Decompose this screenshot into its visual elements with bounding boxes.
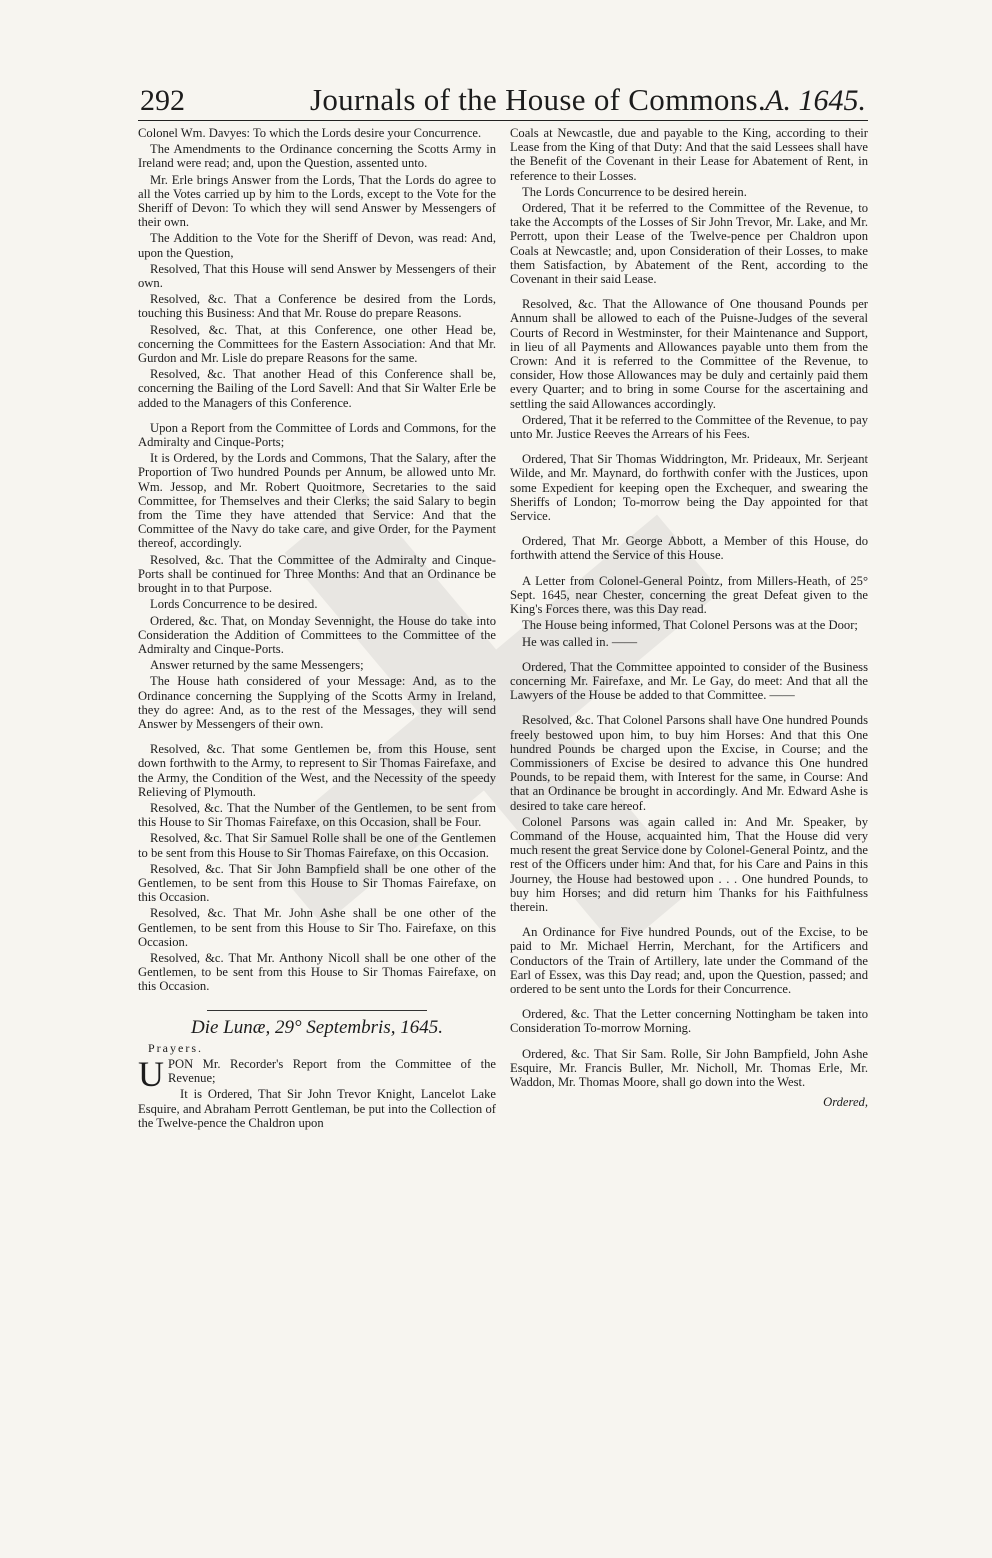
left-column — [138, 126, 496, 1132]
paragraph: Ordered, That Mr. George Abbott, a Member of this House, do forthwith attend the Service of this House. — [510, 534, 868, 563]
paragraph: Resolved, &c. That another Head of this Conference shall be, concerning the Bailing of the Lord Savell: And that Sir Walter Erle be added to the Managers of this Conference. — [138, 367, 496, 410]
paragraph: The House being informed, That Colonel Persons was at the Door; — [522, 618, 858, 633]
paragraph: Ordered, That it be referred to the Committee of the Revenue, to pay unto Mr. Justice Reeves the Arrears of his Fees. — [510, 412, 868, 442]
paragraph: Resolved, &c. That Colonel Parsons shall have One hundred Pounds freely bestowed upon him, to buy him Horses: And that this One hundred Pounds be charged upon the Excise, in Course; and the Commissioners of Excise be desired to advance this One hundred Pounds, to be repaid them, with Interest for the same, in Course: And that an Ordinance be brought in accordingly. And Mr. Edward Ashe is desired to take care hereof. — [510, 713, 868, 813]
right-column — [510, 126, 868, 1109]
paragraph: Ordered, That the Committee appointed to consider of the Business concerning Mr. Fairefaxe, and Mr. Le Gay, do meet: And that all the Lawyers of the House be added to that Committee. —— — [510, 659, 868, 703]
prayers-heading: Prayers. — [148, 1040, 203, 1055]
page-year: A. 1645. — [765, 84, 866, 117]
paragraph: Resolved, That this House will send Answer by Messengers of their own. — [138, 261, 496, 291]
paragraph: A Letter from Colonel-General Pointz, from Millers-Heath, of 25° Sept. 1645, near Chester, concerning the great Defeat given to the King's Forces there, was this Day read. — [510, 573, 868, 617]
paragraph: Resolved, &c. That Sir Samuel Rolle shall be one of the Gentlemen to be sent from this House to Sir Thomas Fairefaxe, on this Occasion. — [138, 831, 496, 860]
paragraph: Resolved, &c. That the Number of the Gentlemen, to be sent from this House to Sir Thomas Fairefaxe, on this Occasion, shall be Four. — [138, 800, 496, 830]
paragraph: Ordered, &c. That, on Monday Sevennight, the House do take into Consideration the Addition of Committees to the Committee of the Admiralty and Cinque-Ports. — [138, 613, 496, 656]
paragraph: The Lords Concurrence to be desired herein. — [522, 184, 747, 199]
paragraph: He was called in. —— — [522, 634, 638, 649]
page-number: 292 — [140, 84, 185, 117]
paragraph: Colonel Parsons was again called in: And Mr. Speaker, by Command of the House, acquainted him, That the House did very much resent the great Service done by Colonel-General Pointz, and the rest of the Officers under him: And that, for his Care and Pains in this Journey, the House had bestowed upon . . . One hundred Pounds, to buy him Horses; and did return him Thanks for his Faithfulness therein. — [510, 814, 868, 914]
paragraph: It is Ordered, That Sir John Trevor Knight, Lancelot Lake Esquire, and Abraham Perrott Gentleman, be put into the Collection of the Twelve-pence the Chaldron upon — [138, 1087, 496, 1130]
paragraph: The Amendments to the Ordinance concerning the Scotts Army in Ireland were read; and, upon the Question, assented unto. — [138, 142, 496, 171]
paragraph: Upon a Report from the Committee of Lords and Commons, for the Admiralty and Cinque-Ports; — [138, 420, 496, 450]
paragraph: An Ordinance for Five hundred Pounds, out of the Excise, to be paid to Mr. Michael Herrin, Merchant, for the Artificers and Conductors of the Train of Artillery, late under the Command of the Earl of Essex, was this Day read; and, upon the Question, passed; and ordered to be sent unto the Lords for their Concurrence. — [510, 925, 868, 996]
paragraph: Resolved, &c. That the Allowance of One thousand Pounds per Annum shall be allowed to each of the Puisne-Judges of the several Courts of Record in Westminster, for their Maintenance and Support, in lieu of all Payments and Allowances payable unto them from the Crown: And it is referred to the Committee of the Revenue, to consider, How those Allowances may be duly and certainly paid them every Quarter; and to bring in some Course for the ascertaining and settling the said Allowances accordingly. — [510, 297, 868, 411]
page-header — [138, 78, 868, 121]
paragraph: Resolved, &c. That Mr. Anthony Nicoll shall be one other of the Gentlemen, to be sent from this House to Sir Thomas Fairefaxe, on this Occasion. — [138, 950, 496, 994]
paragraph: Resolved, &c. That Sir John Bampfield shall be one other of the Gentlemen, to be sent from this House to Sir Thomas Fairefaxe, on this Occasion. — [138, 861, 496, 905]
paragraph: Ordered, That Sir Thomas Widdrington, Mr. Prideaux, Mr. Serjeant Wilde, and Mr. Maynard, do forthwith confer with the Justices, upon some Expedient for keeping open the Exchequer, and swearing the Sheriffs of London; To-morrow being the Day appointed for that Service. — [510, 452, 868, 524]
paragraph: Ordered, &c. That the Letter concerning Nottingham be taken into Consideration To-morrow Morning. — [510, 1007, 868, 1036]
paragraph: Colonel Wm. Davyes: To which the Lords desire your Concurrence. — [138, 126, 482, 140]
drop-cap: U — [138, 1053, 164, 1094]
paragraph-text: PON Mr. Recorder's Report from the Committee of the Revenue; — [168, 1056, 496, 1086]
paragraph: Resolved, &c. That, at this Conference, one other Head be, concerning the Committees for the Eastern Association: And that Mr. Gurdon and Mr. Lisle do prepare Reasons for the same. — [138, 322, 496, 366]
date-heading: Die Lunæ, 29° Septembris, 1645. — [191, 1016, 443, 1038]
paragraph: Resolved, &c. That Mr. John Ashe shall be one other of the Gentlemen, to be sent from this House to Sir Tho. Fairefaxe, on this Occasion. — [138, 906, 496, 949]
paragraph: Answer returned by the same Messengers; — [150, 658, 364, 673]
page-title: Journals of the House of Commons. — [310, 82, 766, 117]
paragraph: Ordered, That it be referred to the Committee of the Revenue, to take the Accompts of the Losses of Sir John Trevor, Mr. Lake, and Mr. Perrott, upon their Lease of the Twelve-pence per Chaldron upon Coals at Newcastle; and, upon Consideration of their Losses, to make them Satisfaction, by Abatement of the Rent, according to the Covenant in their said Lease. — [510, 201, 868, 287]
paragraph: Lords Concurrence to be desired. — [150, 597, 318, 612]
paragraph: It is Ordered, by the Lords and Commons, That the Salary, after the Proportion of Two hundred Pounds per Annum, be allowed unto Mr. Wm. Jessop, and Mr. Robert Quoitmore, Secretaries to the said Committee, for Themselves and their Clerks; the said Salary to begin from the Time they have attended that Service: And that the Committee of the Navy do take care, and give Order, for the Payment thereof, accordingly. — [138, 451, 496, 551]
paragraph: The House hath considered of your Message: And, as to the Ordinance concerning the Supplying of the Scotts Army in Ireland, they do agree: And, as to the rest of the Messages, they will send Answer by Messengers of their own. — [138, 674, 496, 731]
paragraph: Resolved, &c. That the Committee of the Admiralty and Cinque-Ports shall be continued for Three Months: And that an Ordinance be brought in to that Purpose. — [138, 552, 496, 596]
paragraph: Ordered, &c. That Sir Sam. Rolle, Sir John Bampfield, John Ashe Esquire, Mr. Francis Buller, Mr. Nicholl, Mr. Thomas Erle, Mr. Waddon, Mr. Thomas Moore, shall go down into the West. — [510, 1046, 868, 1089]
paragraph: The Addition to the Vote for the Sheriff of Devon, was read: And, upon the Question, — [138, 231, 496, 260]
paragraph: Coals at Newcastle, due and payable to the King, according to their Lease from the King of that Duty: And that the said Lessees shall have the Benefit of the Covenant in their Lease for Abatement of Rent, in reference to their Losses. — [510, 126, 868, 183]
paragraph: Resolved, &c. That a Conference be desired from the Lords, touching this Business: And that Mr. Rouse do prepare Reasons. — [138, 292, 496, 321]
section-divider — [207, 1010, 427, 1011]
paragraph — [138, 1053, 496, 1094]
catchword: Ordered, — [823, 1095, 868, 1110]
paragraph: Resolved, &c. That some Gentlemen be, from this House, sent down forthwith to the Army, to represent to Sir Thomas Fairefaxe, and the Army, the Condition of the West, and the Necessity of the speedy Relieving of Plymouth. — [138, 742, 496, 799]
paragraph: Mr. Erle brings Answer from the Lords, That the Lords do agree to all the Votes carried up by him to the Lords, except to the Vote for the Sheriff of Devon: To which they will send Answer by Messengers of their own. — [138, 172, 496, 230]
